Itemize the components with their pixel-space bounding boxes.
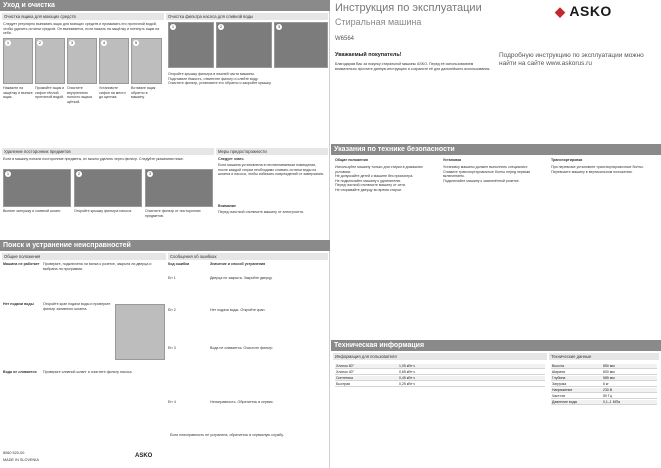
prog-row-1 bbox=[335, 364, 545, 369]
manual-subtitle: Стиральная машина bbox=[335, 17, 422, 27]
prog-value-1: 1,05 кВт·ч bbox=[399, 364, 416, 368]
safety-col2-list bbox=[443, 165, 547, 335]
tech-label-4: Загрузка bbox=[552, 382, 567, 386]
tech-label-6: Частота bbox=[552, 394, 565, 398]
tech-row-1 bbox=[551, 364, 657, 369]
detergent-intro-text: Следует регулярно вынимать ящик для моющих средств и промывать его проточной водой, чтобы удалить остатки средств. Он вынимается, если нажать на защёлку и потянуть ящик на себя. bbox=[3, 22, 160, 36]
safety-col3-list bbox=[551, 165, 657, 335]
error-value-3: Вода не сливается. Очистите фильтр. bbox=[210, 346, 274, 350]
error-label-2: Err 2 bbox=[168, 308, 176, 312]
prog-value-4: 0,25 кВт·ч bbox=[399, 382, 416, 386]
error-value-2: Нет подачи воды. Откройте кран. bbox=[210, 308, 266, 312]
error-label-1: Err 1 bbox=[168, 276, 176, 280]
tech-user-heading: Информация для пользователя bbox=[333, 353, 547, 360]
frost-text-2: Перед очисткой отключите машину от электросети. bbox=[218, 210, 304, 214]
frost-subheading: Следует знать bbox=[218, 157, 244, 161]
prog-label-4: Быстрая bbox=[336, 382, 350, 386]
step-image-5: 5 bbox=[131, 38, 162, 84]
tech-label-1: Высота bbox=[552, 364, 565, 368]
step-image-3: 3 bbox=[67, 38, 97, 84]
inlet-heading: Удаление посторонних предметов bbox=[2, 148, 214, 155]
error-label-3: Err 3 bbox=[168, 346, 176, 350]
error-value-4: Неисправность. Обратитесь в сервис. bbox=[210, 400, 274, 404]
inlet-image-2: 2 bbox=[74, 169, 142, 207]
care-section-title: Уход и очистка bbox=[0, 0, 330, 11]
trouble-errors-heading: Сообщения об ошибках bbox=[168, 253, 328, 260]
tech-label-2: Ширина bbox=[552, 370, 565, 374]
brand-mark-icon: ◆ bbox=[555, 4, 566, 19]
tech-row-4 bbox=[551, 382, 657, 387]
prog-label-2: Хлопок 40° bbox=[336, 370, 355, 374]
footer-made: MADE IN SLOVENIA bbox=[3, 458, 39, 462]
filter-step-1: Откройте крышку фильтра в нижней части машины. bbox=[168, 72, 255, 76]
drain-filter-heading: Очистка фильтра насоса для сливной воды bbox=[166, 13, 328, 20]
footer-code: 8060 520-00 bbox=[3, 451, 25, 455]
frost-text: Если машина установлена в неотапливаемом помещении, после каждой стирки необходимо сливать остатки воды из шланга и насоса, чтобы избежать повреждений от замерзания. bbox=[218, 163, 324, 177]
trouble-label-1: Машина не работает bbox=[3, 262, 40, 266]
safety-item-5: Не открывайте дверцу во время стирки. bbox=[335, 187, 402, 192]
prog-row-3 bbox=[335, 376, 545, 381]
brand-text: ASKO bbox=[569, 3, 612, 19]
tech-row-7 bbox=[551, 400, 657, 405]
filter-image-3: 3 bbox=[274, 22, 328, 68]
model-number: W6564 bbox=[335, 36, 355, 42]
footer-brand: ASKO bbox=[135, 453, 153, 459]
trouble-illustration bbox=[115, 304, 165, 360]
tech-value-4: 6 кг bbox=[603, 382, 609, 386]
prog-label-1: Хлопок 60° bbox=[336, 364, 355, 368]
tech-data-table bbox=[551, 364, 657, 462]
safety-item-2: Не допускайте детей к машине без присмотра. bbox=[335, 174, 414, 179]
step-text-3: Очистите внутреннюю полость ящика щёткой. bbox=[67, 86, 92, 104]
trouble-section-title: Поиск и устранение неисправностей bbox=[0, 240, 330, 251]
trouble-note: Если неисправность не устранена, обратитесь в сервисную службу. bbox=[170, 433, 284, 437]
tech-value-6: 50 Гц bbox=[603, 394, 612, 398]
trouble-label-3: Вода не сливается bbox=[3, 370, 37, 374]
step-image-4: 4 bbox=[99, 38, 129, 84]
tech-program-table bbox=[335, 364, 545, 462]
filter-step-3: Очистите фильтр, установите его обратно и закройте крышку. bbox=[168, 81, 272, 86]
inlet-intro: Если в машину попали посторонние предметы, их можно удалить через фильтр. Следуйте указаниям ниже. bbox=[3, 157, 184, 161]
frost-subheading-2: Внимание bbox=[218, 204, 236, 208]
prog-value-2: 0,65 кВт·ч bbox=[399, 370, 416, 374]
tech-data-heading: Технические данные bbox=[549, 353, 659, 360]
manual-title: Инструкция по эксплуатации bbox=[335, 2, 482, 14]
intro-heading: Уважаемый покупатель! bbox=[335, 52, 402, 58]
transport-item-1: При перевозке установите транспортировочные болты. bbox=[551, 165, 644, 169]
transport-item-2: Перевозите машину в вертикальном положении. bbox=[551, 169, 633, 174]
tech-value-2: 600 мм bbox=[603, 370, 615, 374]
safety-col1-heading: Общие положения bbox=[335, 158, 368, 162]
tech-row-6 bbox=[551, 394, 657, 399]
install-item-2: Снимите транспортировочные болты перед первым включением. bbox=[443, 169, 531, 179]
tech-section-title: Техническая информация bbox=[331, 340, 661, 351]
error-label-0: Код ошибки bbox=[168, 262, 190, 266]
install-item-1: Установку машины должен выполнять специалист. bbox=[443, 165, 529, 169]
tech-value-7: 0,1–1 МПа bbox=[603, 400, 621, 404]
tech-value-1: 850 мм bbox=[603, 364, 615, 368]
tech-label-3: Глубина bbox=[552, 376, 566, 380]
safety-section-title: Указания по технике безопасности bbox=[331, 144, 661, 155]
safety-item-4: Перед чисткой отключите машину от сети. bbox=[335, 183, 406, 188]
detergent-box-heading: Очистка ящика для моющих средств bbox=[2, 13, 164, 20]
safety-col3-heading: Транспортировка bbox=[551, 158, 583, 162]
trouble-value-3: Проверьте сливной шланг и очистите фильтр насоса. bbox=[43, 370, 133, 374]
tech-value-3: 585 мм bbox=[603, 376, 615, 380]
filter-steps-list bbox=[168, 72, 326, 144]
safety-col1-list bbox=[335, 165, 439, 335]
right-page bbox=[331, 0, 661, 468]
frost-heading: Меры предосторожности bbox=[216, 148, 328, 155]
trouble-value-2: Откройте кран подачи воды и проверьте фильтр заливного шланга. bbox=[43, 302, 111, 311]
brand-logo bbox=[555, 3, 612, 20]
trouble-label-2: Нет подачи воды bbox=[3, 302, 34, 306]
prog-row-4 bbox=[335, 382, 545, 387]
inlet-step-2: Откройте крышку фильтра насоса. bbox=[74, 209, 132, 213]
install-item-3: Подключайте машину к заземлённой розетке. bbox=[443, 178, 520, 183]
safety-col2-heading: Установка bbox=[443, 158, 462, 162]
safety-item-3: Не подключайте машину к удлинителю. bbox=[335, 178, 402, 183]
intro-text: Благодарим Вас за покупку стиральной машины ASKO. Перед её использованием внимательно прочтите данную инструкцию и сохраните её для дальнейшего использования. bbox=[335, 62, 491, 71]
trouble-errors-table bbox=[168, 262, 328, 432]
inlet-step-1: Выньте заглушку и сливной шланг. bbox=[3, 209, 61, 213]
tech-row-2 bbox=[551, 370, 657, 375]
inlet-image-1: 1 bbox=[3, 169, 71, 207]
inlet-image-3: 3 bbox=[145, 169, 213, 207]
error-value-0: Значение и способ устранения bbox=[210, 262, 266, 266]
trouble-general-list bbox=[3, 262, 165, 447]
tech-row-3 bbox=[551, 376, 657, 381]
filter-image-2: 2 bbox=[216, 22, 272, 68]
left-page bbox=[0, 0, 330, 468]
tech-label-5: Напряжение bbox=[552, 388, 573, 392]
error-value-1: Дверца не закрыта. Закройте дверцу. bbox=[210, 276, 273, 280]
safety-item-1: Используйте машину только для стирки в домашних условиях. bbox=[335, 165, 423, 174]
step-image-2: 2 bbox=[35, 38, 65, 84]
filter-step-2: Подставьте ёмкость, отвинтите фильтр и слейте воду. bbox=[168, 76, 259, 81]
step-text-5: Вставьте ящик обратно в машину. bbox=[131, 86, 156, 100]
step-text-1: Нажмите на защёлку и выньте ящик. bbox=[3, 86, 33, 100]
prog-label-3: Синтетика bbox=[336, 376, 353, 380]
step-text-2: Промойте ящик и сифон тёплой проточной водой. bbox=[35, 86, 65, 100]
prog-row-2 bbox=[335, 370, 545, 375]
tech-label-7: Давление воды bbox=[552, 400, 578, 404]
tech-value-5: 230 В bbox=[603, 388, 613, 392]
tech-row-5 bbox=[551, 388, 657, 393]
step-text-4: Установите сифон на место до щелчка. bbox=[99, 86, 126, 100]
trouble-value-1: Проверьте, подключена ли вилка к розетке, закрыта ли дверца и выбрана ли программа. bbox=[43, 262, 152, 271]
intro-side-heading: Подробную инструкцию по эксплуатации можно найти на сайте www.askorus.ru bbox=[499, 52, 644, 67]
prog-value-3: 0,45 кВт·ч bbox=[399, 376, 416, 380]
error-label-4: Err 4 bbox=[168, 400, 176, 404]
step-image-1: 1 bbox=[3, 38, 33, 84]
filter-image-1: 1 bbox=[168, 22, 214, 68]
inlet-step-3: Очистите фильтр от посторонних предметов. bbox=[145, 209, 201, 218]
trouble-general-heading: Общие положения bbox=[2, 253, 166, 260]
